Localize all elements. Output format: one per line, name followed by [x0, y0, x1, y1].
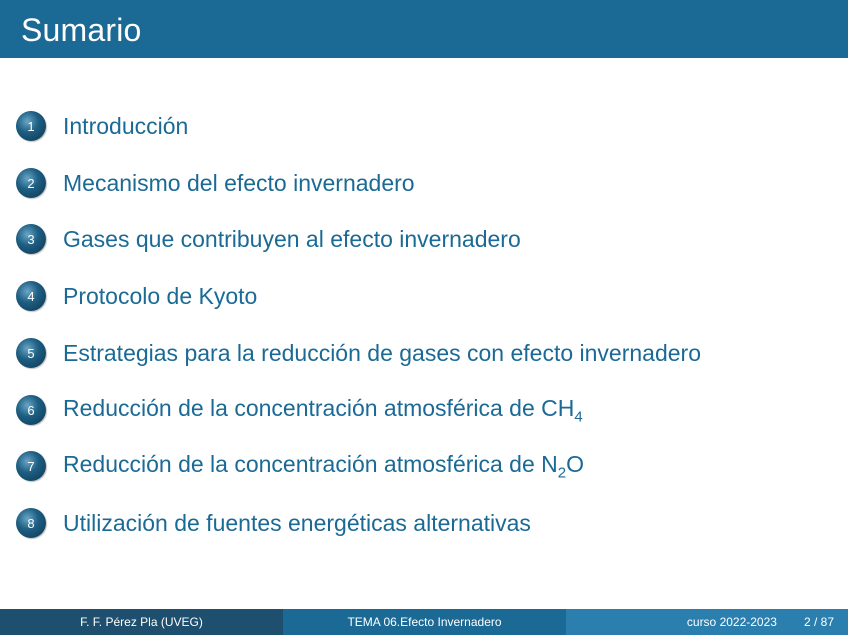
footer-short-title: TEMA 06.Efecto Invernadero: [347, 615, 502, 629]
section-number-ball: 2: [16, 168, 46, 198]
footer-date-segment: [566, 609, 848, 635]
toc-item-label[interactable]: Introducción: [63, 112, 189, 139]
section-number-ball: 7: [16, 451, 46, 481]
toc-item-label[interactable]: Utilización de fuentes energéticas alternativas: [63, 509, 531, 536]
chemical-subscript: 2: [557, 464, 567, 482]
footer-date: curso 2022-2023: [686, 615, 777, 629]
section-number-ball: 1: [16, 111, 46, 141]
toc-item-3[interactable]: [16, 222, 521, 256]
toc-item-label[interactable]: [63, 395, 583, 426]
toc-item-label[interactable]: Mecanismo del efecto invernadero: [63, 169, 415, 196]
toc-item-label[interactable]: [63, 451, 584, 482]
slide-footer: [0, 609, 848, 635]
footer-title-segment: [283, 609, 566, 635]
slide-title: Sumario: [21, 12, 142, 48]
toc-item-label[interactable]: Protocolo de Kyoto: [63, 282, 258, 309]
toc-item-label-text: Reducción de la concentración atmosférica de CH: [63, 394, 575, 421]
toc-item-label-suffix: O: [566, 450, 585, 477]
footer-page-number: 2 / 87: [803, 615, 834, 629]
toc-item-5[interactable]: [16, 336, 701, 370]
toc-item-6[interactable]: [16, 393, 583, 427]
section-number-ball: 4: [16, 281, 46, 311]
footer-author: F. F. Pérez Pla (UVEG): [80, 615, 203, 629]
section-number-ball: 3: [16, 224, 46, 254]
toc-item-2[interactable]: [16, 166, 415, 200]
toc-item-8[interactable]: [16, 506, 531, 540]
toc-item-4[interactable]: [16, 279, 257, 313]
toc-item-label[interactable]: Gases que contribuyen al efecto invernadero: [63, 225, 521, 252]
toc-item-label[interactable]: Estrategias para la reducción de gases con efecto invernadero: [63, 339, 702, 366]
footer-author-segment: [0, 609, 283, 635]
section-number-ball: 5: [16, 338, 46, 368]
section-number-ball: 8: [16, 508, 46, 538]
toc-item-7[interactable]: [16, 449, 584, 483]
toc-item-label-text: Reducción de la concentración atmosférica de N: [63, 450, 558, 477]
toc-item-1[interactable]: [16, 109, 188, 143]
chemical-subscript: 4: [574, 408, 583, 426]
section-number-ball: 6: [16, 395, 46, 425]
